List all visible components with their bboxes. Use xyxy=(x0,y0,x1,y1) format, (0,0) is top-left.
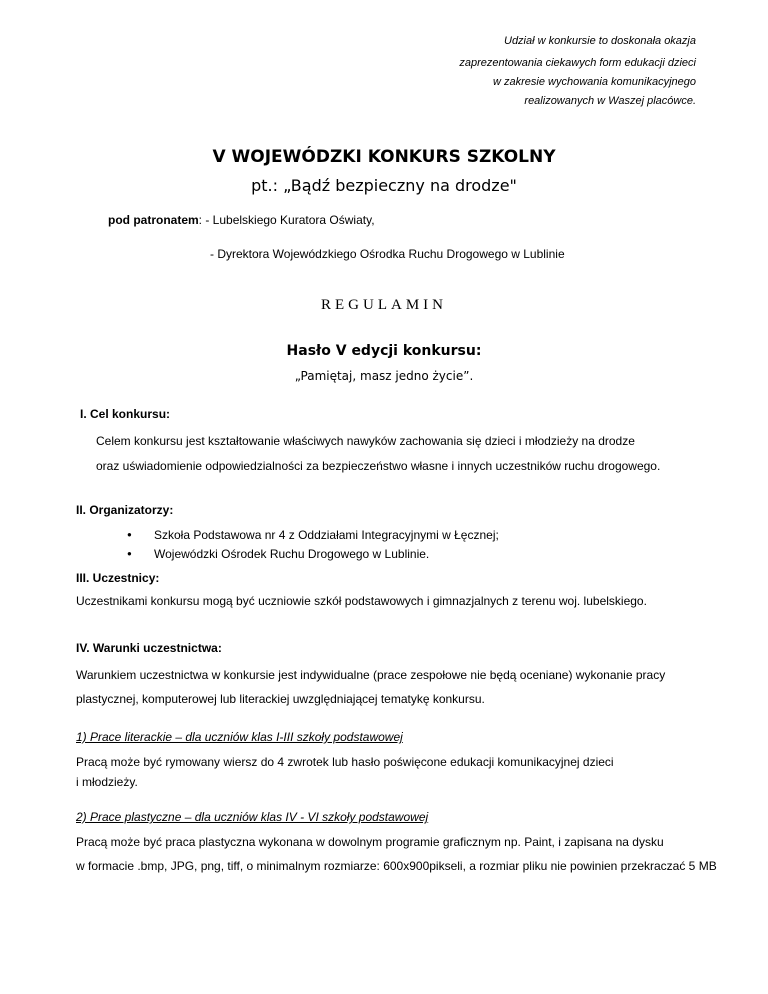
regulamin-heading: REGULAMIN xyxy=(321,297,447,313)
section-4-line-2: plastycznej, komputerowej lub literackiej uwzględniającej tematykę konkursu. xyxy=(76,692,485,706)
patronage-line-1 xyxy=(108,213,375,227)
intro-line-2: zaprezentowania ciekawych form edukacji dzieci xyxy=(459,57,696,69)
organizer-item-1: ● Szkoła Podstawowa nr 4 z Oddziałami Integracyjnymi w Łęcznej; xyxy=(154,528,499,542)
art-works-line-1: Pracą może być praca plastyczna wykonana w dowolnym programie graficznym np. Paint, i zapisana na dysku xyxy=(76,835,664,849)
page-title: V WOJEWÓDZKI KONKURS SZKOLNY xyxy=(212,147,556,167)
intro-line-4: realizowanych w Waszej placówce. xyxy=(524,95,696,107)
section-1-heading: I. Cel konkursu: xyxy=(80,407,171,421)
art-works-heading: 2) Prace plastyczne – dla uczniów klas IV - VI szkoły podstawowej xyxy=(76,810,429,824)
section-4-heading: IV. Warunki uczestnictwa: xyxy=(76,641,222,655)
section-4-line-1: Warunkiem uczestnictwa w konkursie jest indywidualne (prace zespołowe nie będą oceniane) wykonanie pracy xyxy=(76,668,666,682)
section-3-heading: III. Uczestnicy: xyxy=(76,571,160,585)
section-3-text: Uczestnikami konkursu mogą być uczniowie szkół podstawowych i gimnazjalnych z terenu woj. lubelskiego. xyxy=(76,594,647,608)
section-2-heading: II. Organizatorzy: xyxy=(76,503,174,517)
page-subtitle: pt.: „Bądź bezpieczny na drodze" xyxy=(251,176,517,195)
patronage-text-1: : - Lubelskiego Kuratora Oświaty, xyxy=(198,213,375,227)
section-1-line-1: Celem konkursu jest kształtowanie właściwych nawyków zachowania się dzieci i młodzieży na drodze xyxy=(96,434,635,448)
literary-works-heading: 1) Prace literackie – dla uczniów klas I-III szkoły podstawowej xyxy=(76,730,403,744)
patronage-line-2: - Dyrektora Wojewódzkiego Ośrodka Ruchu Drogowego w Lublinie xyxy=(210,247,565,261)
organizer-item-2: ● Wojewódzki Ośrodek Ruchu Drogowego w Lublinie. xyxy=(154,547,429,561)
slogan-heading: Hasło V edycji konkursu: xyxy=(286,343,482,359)
intro-line-3: w zakresie wychowania komunikacyjnego xyxy=(493,76,696,88)
slogan-text: „Pamiętaj, masz jedno życie”. xyxy=(294,369,474,383)
literary-works-line-2: i młodzieży. xyxy=(76,775,138,789)
intro-line-1: Udział w konkursie to doskonała okazja xyxy=(504,35,696,47)
patronage-label: pod patronatem xyxy=(108,213,199,227)
section-1-line-2: oraz uświadomienie odpowiedzialności za bezpieczeństwo własne i innych uczestników ruchu drogowego. xyxy=(96,459,661,473)
literary-works-line-1: Pracą może być rymowany wiersz do 4 zwrotek lub hasło poświęcone edukacji komunikacyjnej dzieci xyxy=(76,755,614,769)
art-works-line-2: w formacie .bmp, JPG, png, tiff, o minimalnym rozmiarze: 600x900pikseli, a rozmiar pliku nie powinien przekraczać 5 MB xyxy=(76,859,717,873)
